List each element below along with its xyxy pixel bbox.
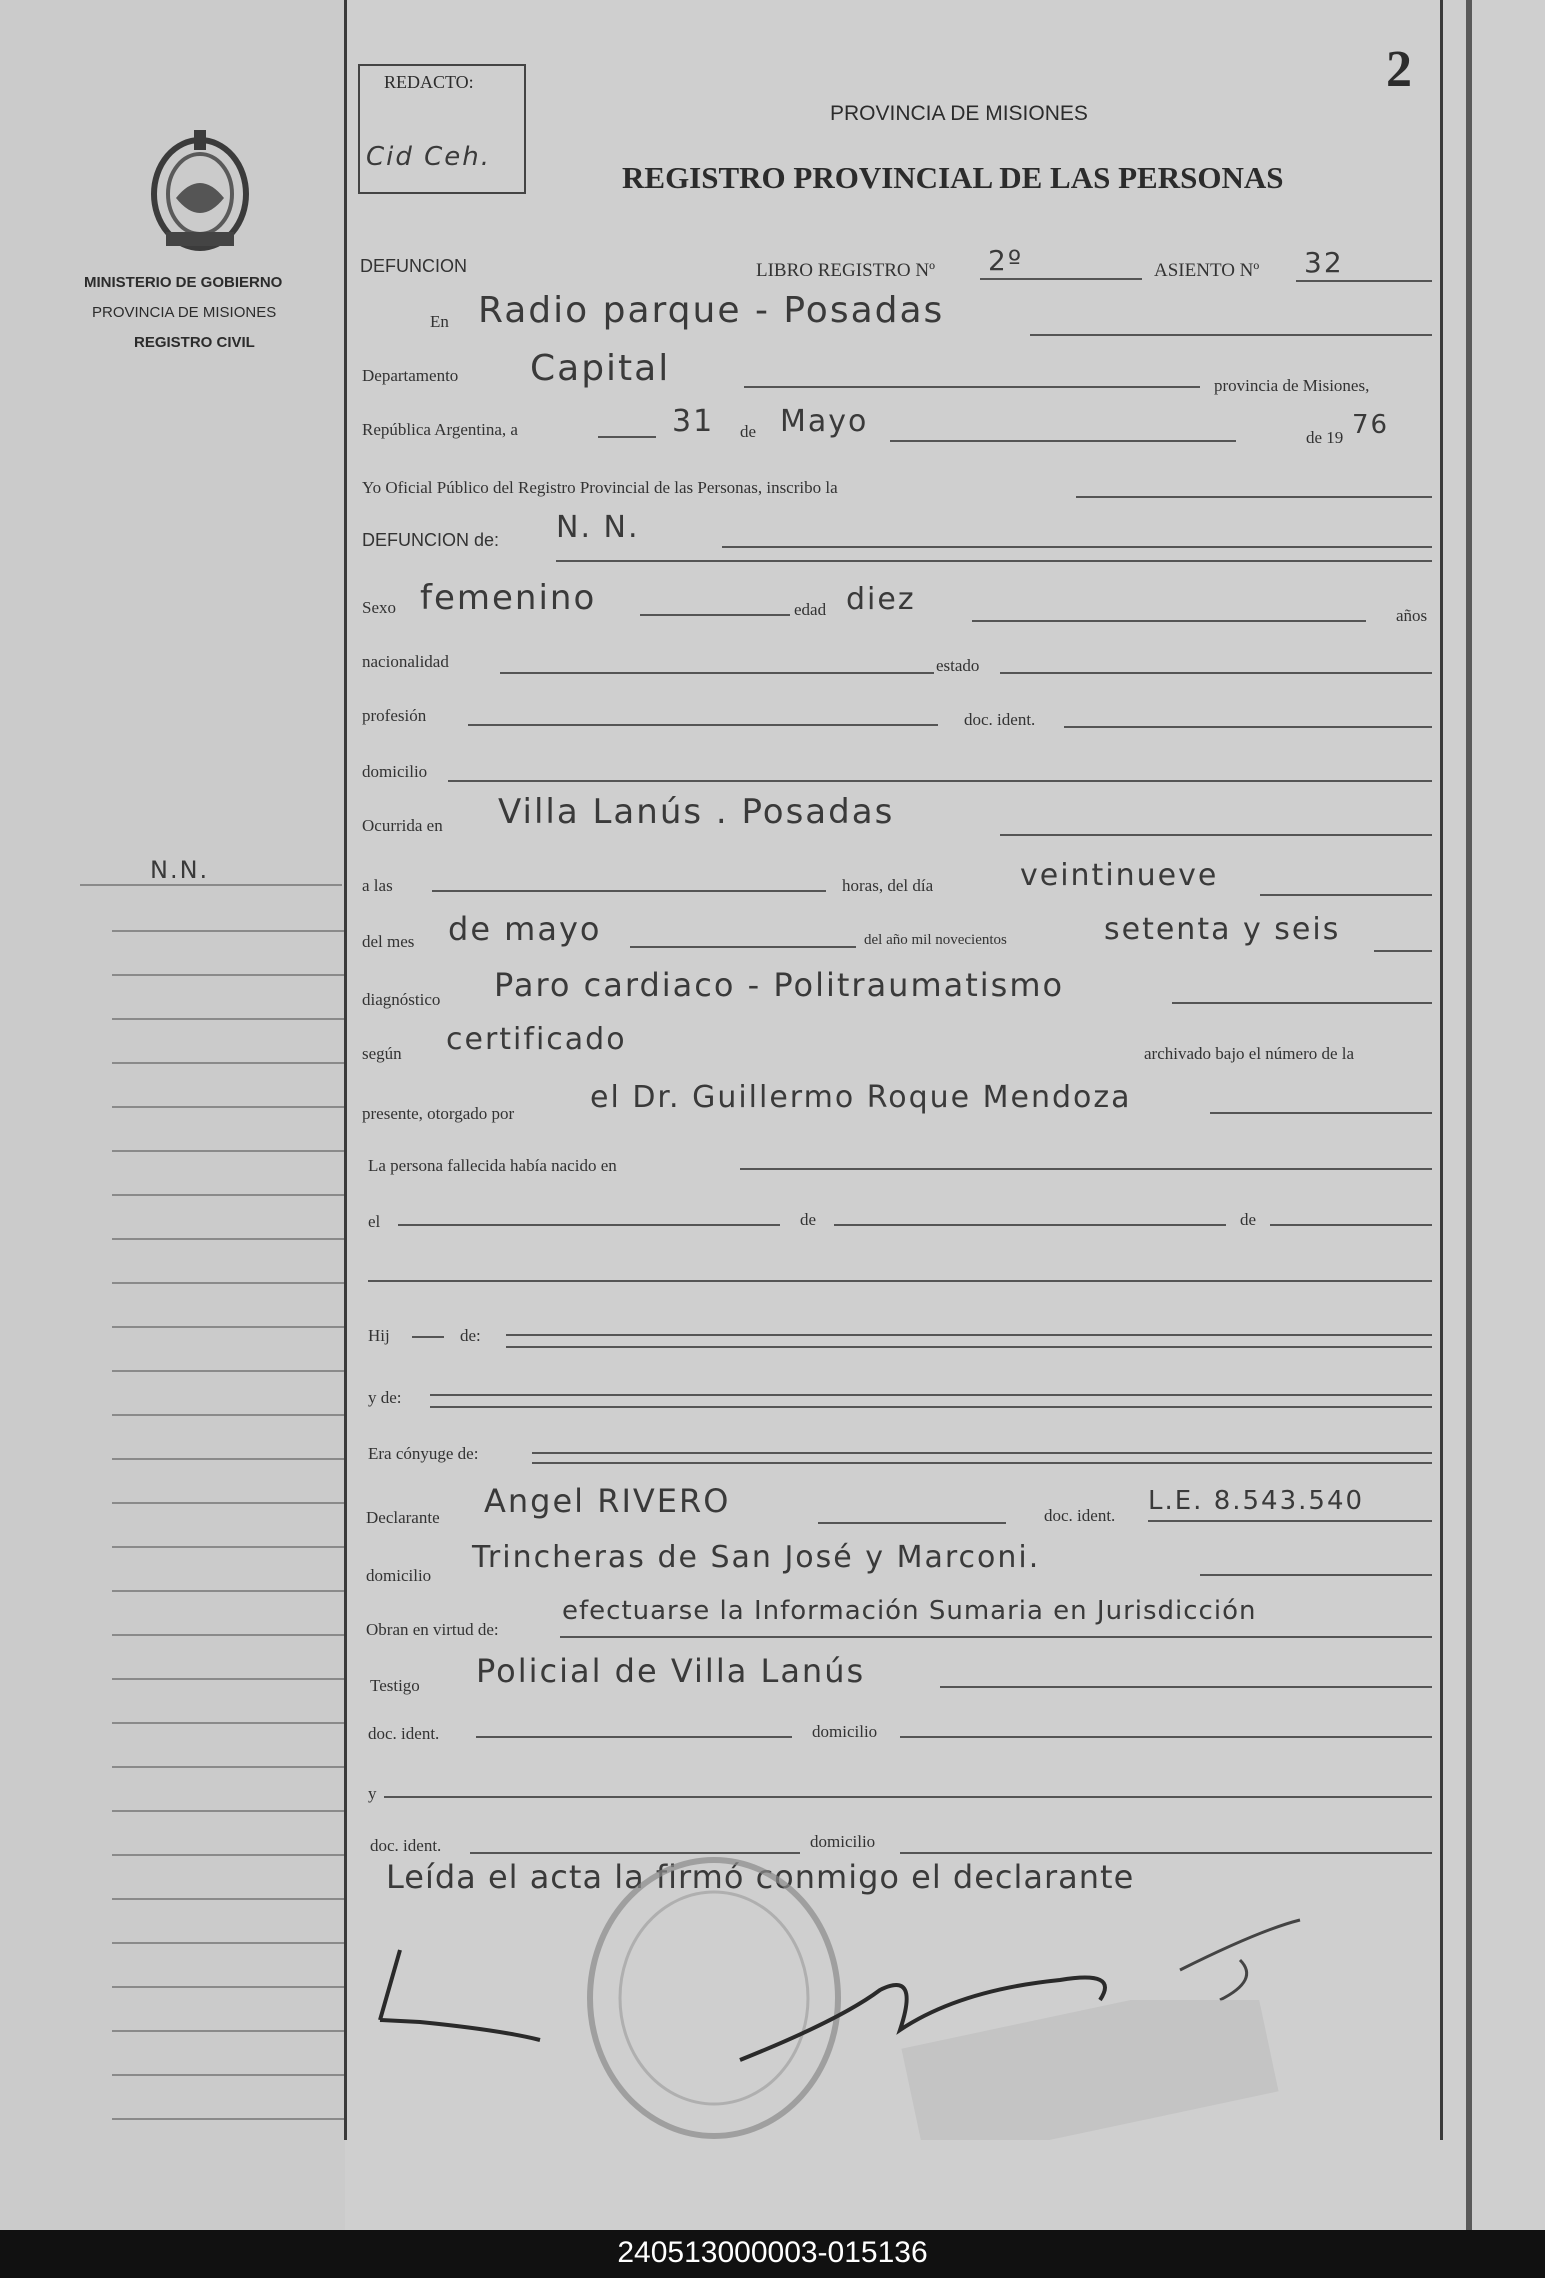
sexo-label: Sexo [362,598,396,617]
testigo2-domicilio-line [900,1852,1432,1854]
declarante-label: Declarante [366,1508,440,1527]
blank-line [368,1280,1432,1282]
form-right-border [1440,0,1443,2140]
testigo-line [940,1686,1432,1688]
profesion-line [468,724,938,726]
ocurrida-label: Ocurrida en [362,816,443,835]
margin-rule [112,2030,344,2032]
nombre-line [722,546,1432,548]
de-label: de [740,422,757,441]
edad-value: diez [846,582,916,617]
margin-rule [112,1898,344,1900]
margin-rule [112,1282,344,1284]
defuncion-de-label: DEFUNCION de: [362,530,500,550]
margin-rule [112,1502,344,1504]
nacido-label: La persona fallecida había nacido en [368,1156,617,1175]
margin-rule [112,1634,344,1636]
el-line [398,1224,780,1226]
ocurrida-line [1000,834,1432,836]
redacto-box [358,64,526,194]
presente-label: presente, otorgado por [362,1104,515,1123]
margin-rule [112,2074,344,2076]
defuncion-heading: DEFUNCION [360,256,467,276]
y-de-label: y de: [368,1388,402,1407]
declarante-domicilio-value: Trincheras de San José y Marconi. [472,1540,1041,1575]
hijo-line [506,1334,1432,1336]
testigo-domicilio-line [900,1736,1432,1738]
page-edge [1466,0,1472,2230]
doc-ident-label: doc. ident. [964,710,1036,729]
mes-line [890,440,1236,442]
y-de-line [430,1394,1432,1396]
nacido-line [740,1168,1432,1170]
margin-rule [112,1766,344,1768]
redacto-label: REDACTO: [384,72,474,92]
edad-line [972,620,1366,622]
y-line [384,1796,1432,1798]
en-value: Radio parque - Posadas [478,290,945,331]
obran-value: efectuarse la Información Sumaria en Jurisdicción [562,1596,1257,1626]
redacto-signature: Cid Ceh. [366,142,492,172]
margin-rule [112,1854,344,1856]
nac-de-label: de [800,1210,817,1229]
margin-rule [112,1238,344,1240]
nac-de-line [834,1224,1226,1226]
hijo-de-label: de: [460,1326,481,1345]
declarante-doc-value: L.E. 8.543.540 [1148,1486,1365,1516]
footer-code: 240513000003-015136 [617,2236,928,2269]
y-de-line-2 [430,1406,1432,1408]
name-stamp-icon [900,2000,1280,2140]
yo-oficial-text: Yo Oficial Público del Registro Provincial de las Personas, inscribo la [362,478,838,497]
margin-rule [112,1546,344,1548]
diagnostico-value: Paro cardiaco - Politraumatismo [494,966,1065,1004]
testigo-doc-label: doc. ident. [368,1724,440,1743]
declarante-doc-line [1148,1520,1432,1522]
domicilio-label: domicilio [362,762,428,781]
dia-line [598,436,656,438]
sexo-line [640,614,790,616]
margin-rule [112,1458,344,1460]
leida-text: Leída el acta la firmó conmigo el declarante [386,1858,1135,1896]
testigo-domicilio-label: domicilio [812,1722,878,1741]
edad-label: edad [794,600,827,619]
registry-label: REGISTRO CIVIL [134,334,255,351]
margin-rule [112,1942,344,1944]
declarante-line [818,1522,1006,1524]
dia-value: 31 [672,404,715,439]
mes-value: Mayo [780,404,869,439]
declarante-doc-label: doc. ident. [1044,1506,1116,1525]
margin-rule [112,974,344,976]
margin-rule [112,930,344,932]
en-line [1030,334,1432,336]
mes-letras-value: de mayo [448,910,602,948]
margin-rule [80,884,342,886]
margin-rule [112,1722,344,1724]
archivado-label: archivado bajo el número de la [1144,1044,1355,1063]
el-label: el [368,1212,381,1231]
doc-ident-line [1064,726,1432,728]
conyuge-label: Era cónyuge de: [368,1444,479,1463]
asiento-line [1296,280,1432,282]
margin-rule [112,2118,344,2120]
ministry-label: MINISTERIO DE GOBIERNO [84,274,283,291]
republica-label: República Argentina, a [362,420,518,439]
horas-label: horas, del día [842,876,934,895]
coat-of-arms-icon [146,128,254,254]
libro-line [980,278,1142,280]
sidebar-province-label: PROVINCIA DE MISIONES [92,304,277,321]
hijo-line-2 [506,1346,1432,1348]
testigo-doc-line [476,1736,792,1738]
margin-rule [112,1370,344,1372]
testigo-value: Policial de Villa Lanús [476,1652,866,1690]
ano-prefix: de 19 [1306,428,1344,447]
anos-label: años [1396,606,1428,625]
domicilio-line [448,780,1432,782]
segun-label: según [362,1044,402,1063]
form-left-border [344,0,347,2140]
diagnostico-label: diagnóstico [362,990,441,1009]
page-title: REGISTRO PROVINCIAL DE LAS PERSONAS [622,160,1284,195]
ocurrida-value: Villa Lanús . Posadas [498,792,895,832]
ano-letras-value: setenta y seis [1104,912,1341,947]
declarante-value: Angel RIVERO [484,1482,731,1520]
departamento-line [744,386,1200,388]
provincia-label: provincia de Misiones, [1214,376,1370,395]
hijo-label: Hij [368,1326,390,1345]
nac-de2-label: de [1240,1210,1257,1229]
declarante-domicilio-label: domicilio [366,1566,432,1585]
segun-value: certificado [446,1022,627,1057]
margin-rule [112,1326,344,1328]
diagnostico-line [1172,1002,1432,1004]
testigo-label: Testigo [370,1676,420,1695]
y-label: y [368,1784,377,1803]
conyuge-line-2 [532,1462,1432,1464]
sexo-value: femenino [420,578,597,618]
libro-label: LIBRO REGISTRO Nº [756,260,936,281]
en-label: En [430,312,449,331]
margin-rule [112,1986,344,1988]
obran-label: Obran en virtud de: [366,1620,499,1639]
libro-value: 2º [988,244,1024,277]
nombre-line-2 [556,560,1432,562]
estado-line [1000,672,1432,674]
margin-rule [112,1414,344,1416]
declarante-domicilio-line [1200,1574,1432,1576]
dia-letras-line [1260,894,1432,896]
margin-note: N.N. [150,856,210,884]
nacionalidad-label: nacionalidad [362,652,449,671]
profesion-label: profesión [362,706,427,725]
header-province: PROVINCIA DE MISIONES [830,102,1088,125]
otorgado-line [1210,1112,1432,1114]
inscribo-line [1076,496,1432,498]
page-number: 2 [1386,41,1412,98]
testigo2-doc-label: doc. ident. [370,1836,442,1855]
del-ano-label: del año mil novecientos [864,932,1007,948]
margin-rule [112,1106,344,1108]
testigo2-domicilio-label: domicilio [810,1832,876,1851]
ano-letras-line [1374,950,1432,952]
asiento-label: ASIENTO Nº [1154,260,1260,281]
otorgado-value: el Dr. Guillermo Roque Mendoza [590,1080,1132,1115]
margin-rule [112,1150,344,1152]
margin-rule [112,1678,344,1680]
nacionalidad-line [500,672,934,674]
a-las-line [432,890,826,892]
conyuge-line [532,1452,1432,1454]
nombre-value: N. N. [556,510,640,545]
margin-rule [112,1810,344,1812]
departamento-label: Departamento [362,366,459,385]
nac-de2-line [1270,1224,1432,1226]
margin-rule [112,1062,344,1064]
footer-bar [0,2230,1545,2278]
del-mes-label: del mes [362,932,415,951]
estado-label: estado [936,656,980,675]
departamento-value: Capital [530,348,671,389]
mes-letras-line [630,946,856,948]
dia-letras-value: veintinueve [1020,858,1219,893]
margin-rule [112,1018,344,1020]
margin-rule [112,1590,344,1592]
asiento-value: 32 [1304,246,1344,279]
margin-rule [112,1194,344,1196]
a-las-label: a las [362,876,393,895]
ano-value: 76 [1352,410,1390,440]
obran-line [560,1636,1432,1638]
hijo-dash [412,1336,444,1338]
